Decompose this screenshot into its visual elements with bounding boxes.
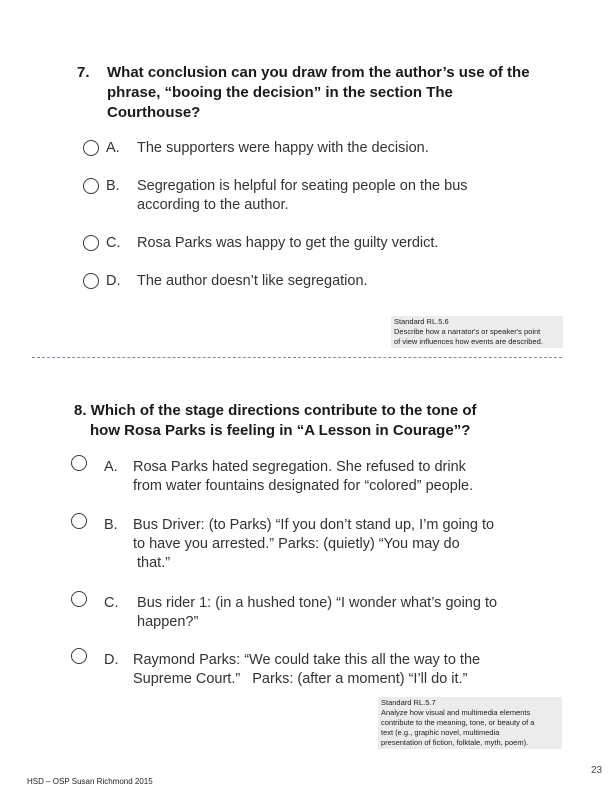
q7-question (107, 63, 577, 123)
q7-question-line: What conclusion can you draw from the author’s use of the (107, 64, 530, 81)
option-line: happen?” (133, 614, 199, 630)
q8-option-d-text (133, 651, 563, 689)
q7-standard-box (391, 316, 563, 348)
q8-option-a-letter: A. (104, 459, 118, 475)
q8-option-c-radio[interactable] (71, 591, 87, 607)
standard-line: Describe how a narrator's or speaker's point (394, 327, 541, 336)
option-line: Rosa Parks was happy to get the guilty verdict. (137, 235, 439, 251)
option-line: The supporters were happy with the decision. (137, 140, 429, 156)
option-line: that.” (133, 555, 171, 571)
option-line: Bus rider 1: (in a hushed tone) “I wonder what’s going to (133, 595, 498, 611)
option-line: Segregation is helpful for seating people on the bus (137, 178, 468, 194)
option-line: Supreme Court.” Parks: (after a moment) “I’ll do it.” (133, 671, 468, 687)
option-line: to have you arrested.” Parks: (quietly) “You may do (133, 536, 460, 552)
q7-option-d-letter: D. (106, 273, 121, 289)
q7-option-c-radio[interactable] (83, 235, 99, 251)
q8-question (74, 401, 574, 441)
footer-credit: HSD – OSP Susan Richmond 2015 (27, 777, 153, 786)
q7-option-b-radio[interactable] (83, 178, 99, 194)
q8-option-b-radio[interactable] (71, 513, 87, 529)
q7-option-a-letter: A. (106, 140, 120, 156)
q8-option-b-text (133, 516, 563, 573)
q8-option-a-radio[interactable] (71, 455, 87, 471)
q8-question-line: 8. Which of the stage directions contribute to the tone of (74, 402, 477, 419)
q8-option-d-radio[interactable] (71, 648, 87, 664)
standard-line: text (e.g., graphic novel, multimedia (381, 728, 500, 737)
q8-option-b-letter: B. (104, 517, 118, 533)
option-line: Bus Driver: (to Parks) “If you don’t stand up, I’m going to (133, 517, 495, 533)
option-line: The author doesn’t like segregation. (137, 273, 368, 289)
option-line: Rosa Parks hated segregation. She refused to drink (133, 459, 466, 475)
q7-option-a-radio[interactable] (83, 140, 99, 156)
q7-option-d-radio[interactable] (83, 273, 99, 289)
standard-line: Analyze how visual and multimedia elements (381, 708, 531, 717)
q7-question-line: Courthouse? (107, 104, 201, 121)
standard-line: contribute to the meaning, tone, or beauty of a (381, 718, 535, 727)
q8-option-c-text (133, 594, 563, 632)
standard-line: of view influences how events are described. (394, 337, 543, 346)
q8-question-line: how Rosa Parks is feeling in “A Lesson in Courage”? (90, 422, 471, 439)
q7-question-line: phrase, “booing the decision” in the section The (107, 84, 453, 101)
q8-standard-box (378, 697, 562, 749)
q7-option-c-text (137, 234, 557, 253)
option-line: from water fountains designated for “colored” people. (133, 478, 474, 494)
section-divider (32, 357, 562, 358)
q7-option-b-letter: B. (106, 178, 120, 194)
q7-option-b-text (137, 177, 557, 215)
option-line: Raymond Parks: “We could take this all the way to the (133, 652, 481, 668)
standard-code: Standard RL.5.7 (381, 698, 436, 707)
standard-code: Standard RL.5.6 (394, 317, 449, 326)
q8-option-c-letter: C. (104, 595, 119, 611)
q7-number: 7. (77, 64, 90, 81)
q8-option-d-letter: D. (104, 652, 119, 668)
q8-option-a-text (133, 458, 563, 496)
q7-option-d-text (137, 272, 557, 291)
q7-option-c-letter: C. (106, 235, 121, 251)
option-line: according to the author. (137, 197, 289, 213)
q7-option-a-text (137, 139, 557, 158)
standard-line: presentation of fiction, folktale, myth, poem). (381, 738, 529, 747)
page-number: 23 (591, 765, 603, 776)
